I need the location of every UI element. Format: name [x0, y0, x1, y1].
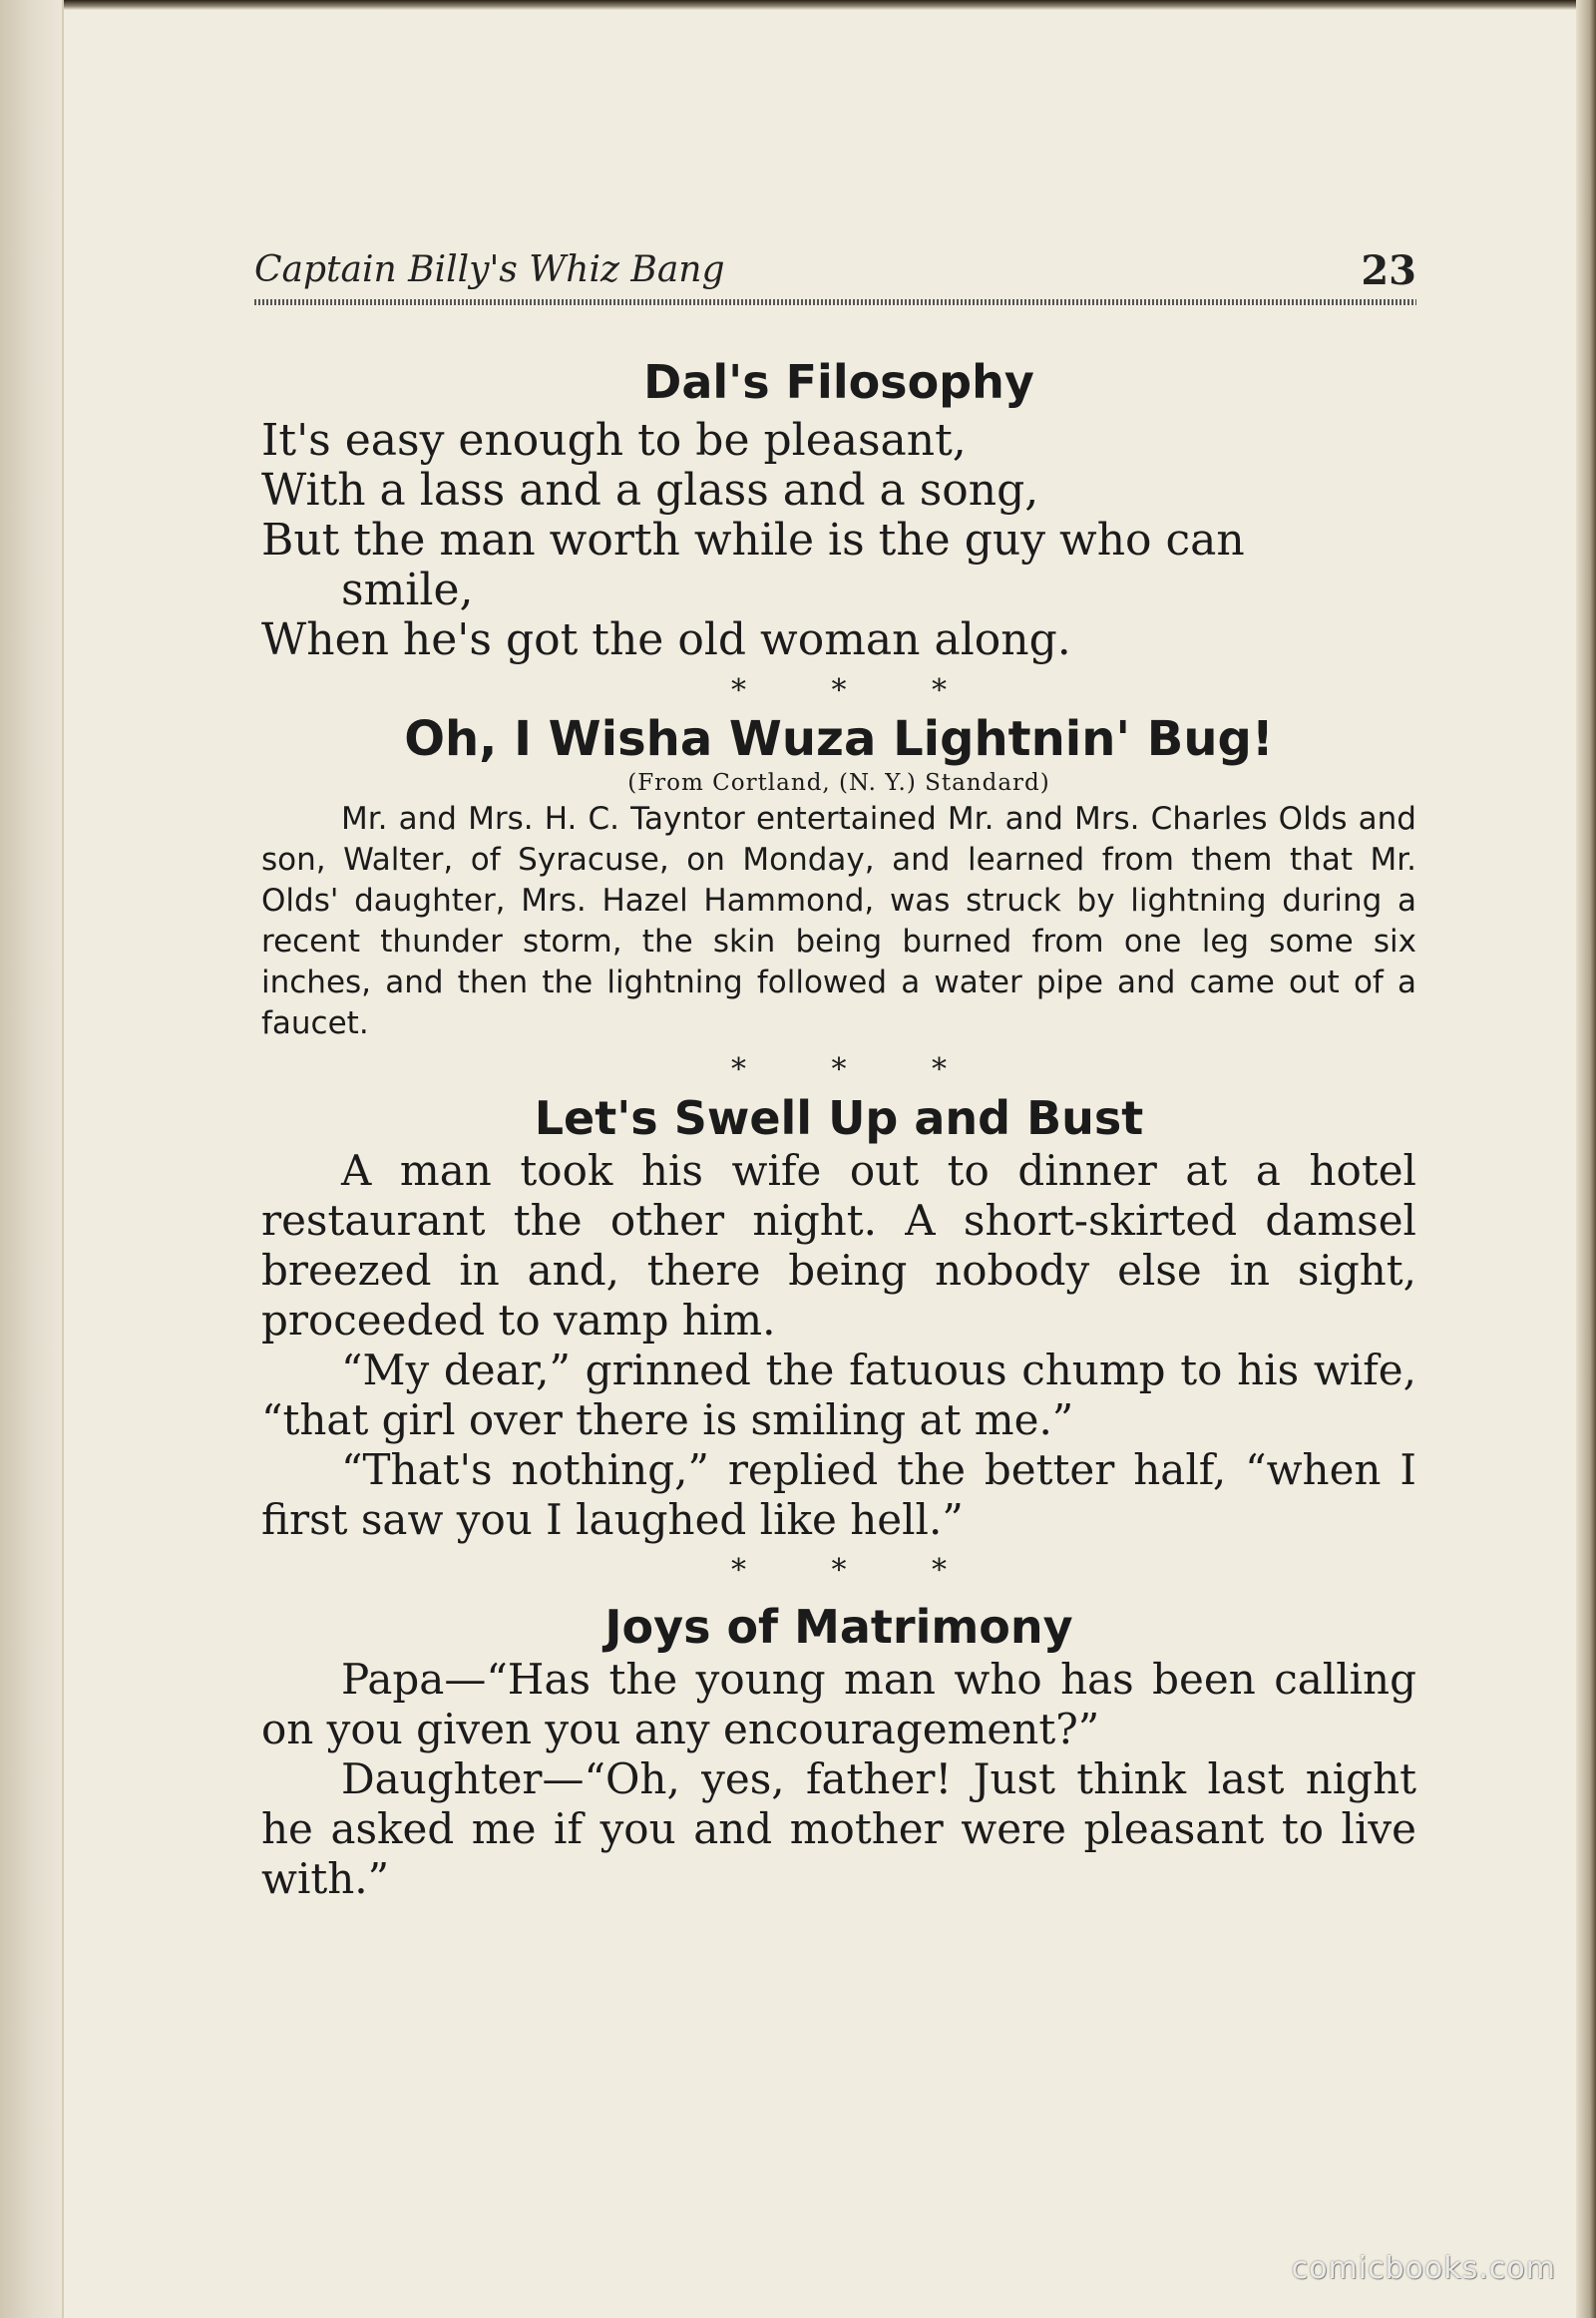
- paragraph: A man took his wife out to dinner at a hotel restaurant the other night. A short-skirted damsel breezed in and, there being nobody else in sight, proceeded to vamp him.: [261, 1146, 1416, 1345]
- page-top-edge: [0, 0, 1596, 10]
- section-title: Oh, I Wisha Wuza Lightnin' Bug!: [404, 711, 1274, 767]
- poem-line: It's easy enough to be pleasant,: [261, 415, 967, 466]
- page-right-edge: [1576, 0, 1596, 2318]
- spacer: [261, 1591, 1416, 1599]
- section-title: Let's Swell Up and Bust: [534, 1091, 1144, 1145]
- page-binding-edge: [0, 0, 64, 2318]
- poem-line: But the man worth while is the guy who can: [261, 515, 1245, 566]
- section-separator: * * *: [730, 1553, 986, 1588]
- page-number: 23: [1361, 247, 1416, 294]
- section-separator: * * *: [730, 1052, 986, 1087]
- section-title: Dal's Filosophy: [643, 355, 1034, 409]
- header-rule: [254, 299, 1416, 305]
- page-content: [261, 354, 1416, 1904]
- section-title: Joys of Matrimony: [604, 1600, 1073, 1654]
- poem-line: When he's got the old woman along.: [261, 614, 1071, 665]
- section-dals-filosophy: [261, 354, 1416, 711]
- page-header: [254, 247, 1416, 305]
- section-swell-up: [261, 1090, 1416, 1591]
- paragraph: Daughter—“Oh, yes, father! Just think last night he asked me if you and mother were pleasant to live with.”: [261, 1754, 1416, 1903]
- section-joys-of-matrimony: [261, 1591, 1416, 1904]
- paragraph: “That's nothing,” replied the better half, “when I first saw you I laughed like hell.”: [261, 1445, 1416, 1544]
- source-citation: (From Cortland, (N. Y.) Standard): [627, 770, 1050, 796]
- poem-line: smile,: [341, 565, 474, 615]
- section-separator: * * *: [730, 673, 986, 708]
- paragraph: “My dear,” grinned the fatuous chump to his wife, “that girl over there is smiling at me.”: [261, 1346, 1416, 1444]
- poem-line: With a lass and a glass and a song,: [261, 465, 1039, 516]
- running-title: Captain Billy's Whiz Bang: [254, 249, 725, 290]
- watermark: comicbooks.com: [1291, 2251, 1556, 2286]
- section-lightnin-bug: [261, 711, 1416, 1090]
- news-paragraph: Mr. and Mrs. H. C. Tayntor entertained Mr. and Mrs. Charles Olds and son, Walter, of Syracuse, on Monday, and learned from them that Mr. Olds' daughter, Mrs. Hazel Hammond, was struck by lightning during a recent thunder storm, the skin being burned from one leg some six inches, and then the lightning followed a water pipe and came out of a faucet.: [261, 801, 1416, 1041]
- paragraph: Papa—“Has the young man who has been calling on you given you any encouragement?”: [261, 1655, 1416, 1753]
- poem: [261, 416, 1416, 665]
